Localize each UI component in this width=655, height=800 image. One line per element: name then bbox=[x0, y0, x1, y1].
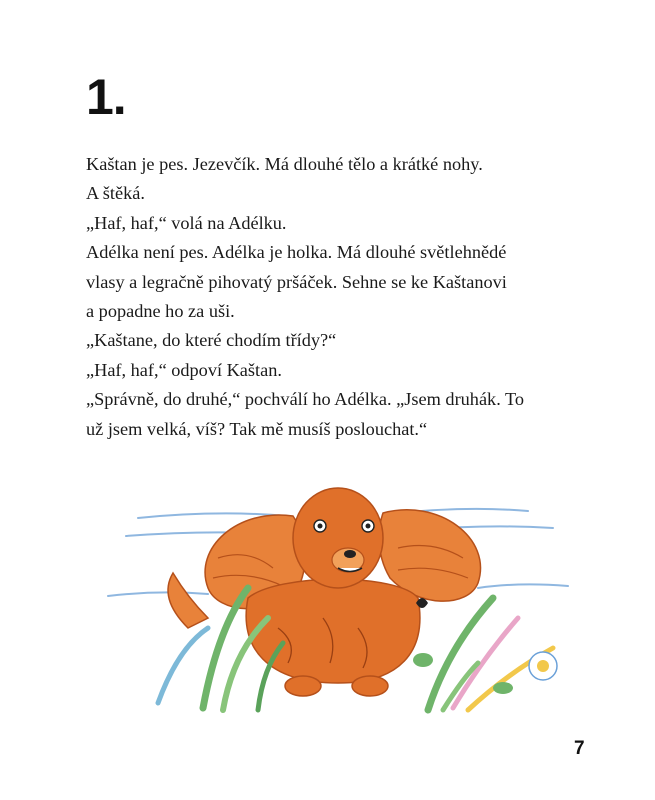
text-line: „Haf, haf,“ volá na Adélku. bbox=[86, 212, 287, 233]
tail bbox=[168, 573, 208, 628]
text-line: A štěká. bbox=[86, 183, 145, 204]
dog-body bbox=[246, 579, 420, 683]
text-line: „Správně, do druhé,“ pochválí ho Adélka. „Jsem druhák. To bbox=[86, 389, 525, 410]
dog-head bbox=[293, 488, 383, 588]
text-line: vlasy a legračně pihovatý pršáček. Sehne se ke Kaštanovi bbox=[86, 271, 507, 292]
nose bbox=[344, 550, 356, 558]
page-number: 7 bbox=[574, 738, 585, 759]
right-paw bbox=[352, 676, 388, 696]
text-line: už jsem velká, víš? Tak mě musíš poslouchat.“ bbox=[86, 418, 428, 439]
text-line: a popadne ho za uši. bbox=[86, 301, 235, 322]
daisy-flower bbox=[529, 652, 557, 680]
text-line: „Kaštane, do které chodím třídy?“ bbox=[86, 330, 337, 351]
text-line: Adélka není pes. Adélka je holka. Má dlouhé světlehnědé bbox=[86, 242, 507, 263]
chapter-number: 1. bbox=[86, 69, 126, 125]
left-paw bbox=[285, 676, 321, 696]
leaf bbox=[413, 653, 433, 667]
story-text bbox=[86, 150, 586, 444]
leaf bbox=[493, 682, 513, 694]
dog-illustration bbox=[98, 478, 578, 718]
text-line: Kaštan je pes. Jezevčík. Má dlouhé tělo a krátké nohy. bbox=[86, 154, 483, 174]
text-line: „Haf, haf,“ odpoví Kaštan. bbox=[86, 359, 282, 380]
grass-right bbox=[428, 598, 553, 710]
